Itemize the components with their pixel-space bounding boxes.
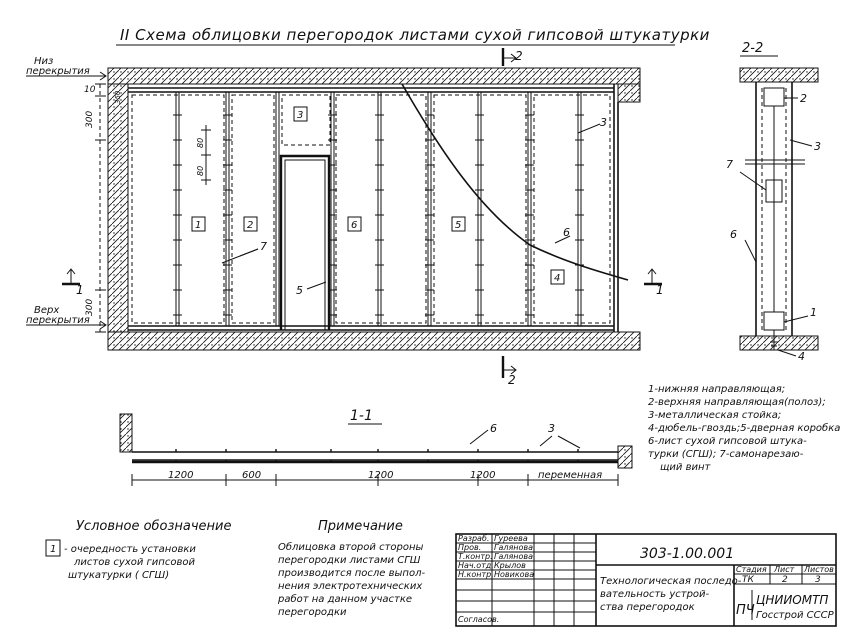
dim-side-300-top: 300 bbox=[85, 110, 95, 128]
legend-line-6: турки (СГШ); 7-самонарезаю- bbox=[648, 449, 804, 460]
dim-side-300-bottom: 300 bbox=[85, 298, 95, 316]
stamp-role-4: Нач.отд. bbox=[458, 561, 494, 570]
plan-dim-1: 1200 bbox=[168, 470, 194, 481]
sheet-tag-5: 5 bbox=[455, 220, 462, 231]
legend-line-4: 4-дюбель-гвоздь;5-дверная коробка bbox=[648, 423, 841, 434]
stamp-value-sheet: 2 bbox=[782, 575, 788, 585]
level-bottom-of-slab-2: перекрытия bbox=[26, 66, 90, 77]
sheet-tag-6: 6 bbox=[351, 220, 358, 231]
notation-line-2: листов сухой гипсовой bbox=[74, 557, 195, 568]
section-1-1 bbox=[120, 408, 632, 486]
dim-top-offset: 10 bbox=[84, 85, 96, 95]
legend-line-2: 2-верхняя направляющая(полоз); bbox=[648, 397, 826, 408]
stamp-value-stage: ТК bbox=[742, 575, 754, 585]
stamp-name-5: Новикова bbox=[494, 570, 535, 579]
plan-dim-5: переменная bbox=[538, 470, 603, 481]
notation-line-3: штукатурки ( СГШ) bbox=[68, 570, 170, 581]
note-line-6: перегородки bbox=[278, 607, 347, 618]
sec22-tag-6: 6 bbox=[730, 228, 737, 241]
stamp-col-stage: Стадия bbox=[736, 565, 767, 574]
stamp-name-2: Галянова bbox=[494, 543, 534, 552]
stamp-role-5: Н.контр. bbox=[458, 570, 494, 579]
notation-box-number: 1 bbox=[50, 544, 57, 555]
sec22-tag-1: 1 bbox=[810, 306, 817, 319]
element-legend bbox=[648, 384, 840, 473]
stamp-value-sheets: 3 bbox=[815, 575, 821, 585]
sheet-tag-4: 4 bbox=[554, 273, 561, 284]
notation-title: Условное обозначение bbox=[76, 519, 232, 534]
stamp-description-2: вательность устрой- bbox=[600, 589, 710, 600]
callout-3: 3 bbox=[600, 116, 607, 129]
sec22-tag-3: 3 bbox=[814, 140, 821, 153]
legend-line-1: 1-нижняя направляющая; bbox=[648, 384, 786, 395]
dim-pitch-80-top: 80 bbox=[196, 137, 205, 148]
note-title: Примечание bbox=[318, 519, 403, 534]
sec22-tag-7: 7 bbox=[726, 158, 733, 171]
section-2-bottom-mark: 2 bbox=[508, 373, 516, 387]
dim-pitch-80-bottom: 80 bbox=[196, 165, 205, 176]
title-block bbox=[456, 534, 836, 626]
stamp-document-code: 303-1.00.001 bbox=[640, 546, 735, 562]
stamp-col-sheet: Лист bbox=[774, 565, 795, 574]
sec22-tag-4: 4 bbox=[798, 350, 805, 363]
dim-top-350: 350 bbox=[114, 90, 122, 104]
plan-dim-4: 1200 bbox=[470, 470, 496, 481]
section-1-left-mark: 1 bbox=[76, 283, 84, 297]
stamp-org-name: ЦНИИОМТП bbox=[756, 593, 829, 607]
stamp-name-3: Галянова bbox=[494, 552, 534, 561]
section-2-2-title: 2-2 bbox=[742, 41, 764, 56]
callout-6: 6 bbox=[563, 226, 570, 239]
stamp-col-sheets: Листов bbox=[804, 565, 834, 574]
stamp-role-1: Разраб. bbox=[458, 534, 490, 543]
sheet-tag-1: 1 bbox=[195, 220, 202, 231]
stamp-name-1: Гуреева bbox=[494, 534, 528, 543]
section-2-top-mark: 2 bbox=[515, 49, 523, 63]
legend-line-5: 6-лист сухой гипсовой штука- bbox=[648, 436, 807, 447]
callout-5: 5 bbox=[296, 284, 303, 297]
note-block bbox=[277, 519, 425, 618]
level-top-of-slab-1: Верх bbox=[34, 305, 60, 316]
section-1-1-title: 1-1 bbox=[350, 408, 373, 424]
stamp-role-2: Пров. bbox=[458, 543, 482, 552]
level-bottom-of-slab-1: Низ bbox=[34, 56, 54, 67]
note-line-3: производится после выпол- bbox=[278, 568, 426, 579]
level-top-of-slab-2: перекрытия bbox=[26, 315, 90, 326]
stamp-description-1: Технологическая последо- bbox=[600, 576, 742, 587]
notation-block bbox=[46, 519, 232, 581]
stamp-role-3: Т.контр. bbox=[458, 552, 493, 561]
notation-line-1: - очередность установки bbox=[64, 544, 196, 555]
note-line-1: Облицовка второй стороны bbox=[278, 542, 424, 553]
callout-7: 7 bbox=[260, 240, 267, 253]
stamp-name-4: Крылов bbox=[494, 561, 526, 570]
legend-line-7: щий винт bbox=[660, 462, 711, 473]
section-2-2 bbox=[726, 41, 821, 363]
legend-line-3: 3-металлическая стойка; bbox=[648, 410, 782, 421]
plan-tag-6: 6 bbox=[490, 422, 497, 435]
section-1-right-mark: 1 bbox=[656, 283, 664, 297]
sheet-tag-3: 3 bbox=[297, 110, 304, 121]
sec22-tag-2: 2 bbox=[800, 92, 807, 105]
stamp-org-mark: ПЧ bbox=[736, 603, 755, 618]
note-line-4: нения электротехнических bbox=[278, 581, 423, 592]
stamp-description-3: ства перегородок bbox=[600, 602, 695, 613]
note-line-5: работ на данном участке bbox=[278, 594, 413, 605]
sheet-tag-2: 2 bbox=[247, 220, 254, 231]
stamp-role-8: Согласов. bbox=[458, 615, 500, 624]
note-line-2: перегородки листами СГШ bbox=[278, 555, 421, 566]
plan-tag-3: 3 bbox=[548, 422, 555, 435]
plan-dim-2: 600 bbox=[242, 470, 262, 481]
stamp-org-ministry: Госстрой СССР bbox=[756, 610, 834, 621]
drawing-title: II Схема облицовки перегородок листами сухой гипсовой штукатурки bbox=[120, 26, 710, 44]
plan-dim-3: 1200 bbox=[368, 470, 394, 481]
